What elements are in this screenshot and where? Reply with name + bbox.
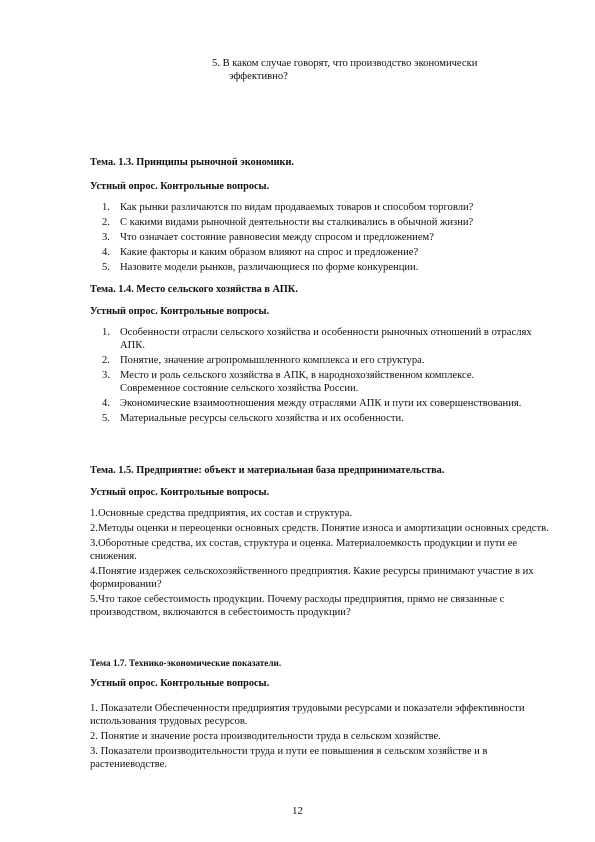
- section-1-3-title: Тема. 1.3. Принципы рыночной экономики.: [90, 157, 294, 168]
- list-item: 2. Понятие и значение роста производительности труда в сельском хозяйстве.: [90, 731, 441, 742]
- section-1-4-list: [90, 326, 535, 427]
- question-line-2: эффективно?: [229, 71, 288, 82]
- list-item: 5. Назовите модели рынков, различающиеся по форме конкуренции.: [102, 262, 419, 273]
- list-item: 1. Как рынки различаются по видам продаваемых товаров и способом торговли?: [102, 202, 474, 213]
- list-item: 4. Экономические взаимоотношения между отраслями АПК и пути их совершенствования.: [102, 398, 522, 409]
- list-item: 1. Показатели Обеспеченности предприятия трудовыми ресурсами и показатели эффективности использования трудовых ресурсов.: [90, 703, 525, 727]
- list-item: 1.Основные средства предприятия, их состав и структура.: [90, 508, 353, 519]
- section-1-5-list: [90, 507, 550, 621]
- question-line-1: 5. В каком случае говорят, что производство экономически: [212, 58, 478, 69]
- list-item: 2. Понятие, значение агропромышленного комплекса и его структура.: [102, 355, 425, 366]
- list-item: 2. С какими видами рыночной деятельности вы сталкивались в обычной жизни?: [102, 217, 474, 228]
- list-item: 1. Особенности отрасли сельского хозяйства и особенности рыночных отношений в отраслях АПК.: [102, 327, 532, 351]
- question-5-continued: [212, 57, 542, 83]
- list-item: 5.Что такое себестоимость продукции. Почему расходы предприятия, прямо не связанные с производством, включаются в себестоимость продукции?: [90, 594, 505, 618]
- section-1-3-list: [90, 201, 535, 276]
- section-1-3-subtitle: Устный опрос. Контрольные вопросы.: [90, 181, 270, 192]
- list-item: 3.Оборотные средства, их состав, структура и оценка. Материалоемкость продукции и пути ее снижения.: [90, 538, 518, 562]
- list-item: 3. Показатели производительности труда и пути ее повышения в сельском хозяйстве и в растениеводстве.: [90, 746, 488, 770]
- section-1-5-title: Тема. 1.5. Предприятие: объект и материальная база предпринимательства.: [90, 465, 445, 476]
- list-item: 2.Методы оценки и переоценки основных средств. Понятие износа и амортизации основных средств.: [90, 523, 549, 534]
- page-number: 12: [292, 805, 303, 817]
- list-item: 3. Место и роль сельского хозяйства в АПК, в народнохозяйственном комплексе. Современное состояние сельского хозяйства России.: [102, 370, 475, 394]
- section-1-7-subtitle: Устный опрос. Контрольные вопросы.: [90, 678, 270, 689]
- section-1-5-subtitle: Устный опрос. Контрольные вопросы.: [90, 487, 270, 498]
- list-item: 4.Понятие издержек сельскохозяйственного предприятия. Какие ресурсы принимают участие в их формировании?: [90, 566, 534, 590]
- section-1-4-title: Тема. 1.4. Место сельского хозяйства в АПК.: [90, 284, 298, 295]
- section-1-4-subtitle: Устный опрос. Контрольные вопросы.: [90, 306, 270, 317]
- list-item: 5. Материальные ресурсы сельского хозяйства и их особенности.: [102, 413, 404, 424]
- list-item: 3. Что означает состояние равновесия между спросом и предложением?: [102, 232, 434, 243]
- section-1-7-list: [90, 702, 550, 773]
- list-item: 4. Какие факторы и каким образом влияют на спрос и предложение?: [102, 247, 419, 258]
- section-1-7-title: Тема 1.7. Технико-экономические показатели.: [90, 658, 282, 668]
